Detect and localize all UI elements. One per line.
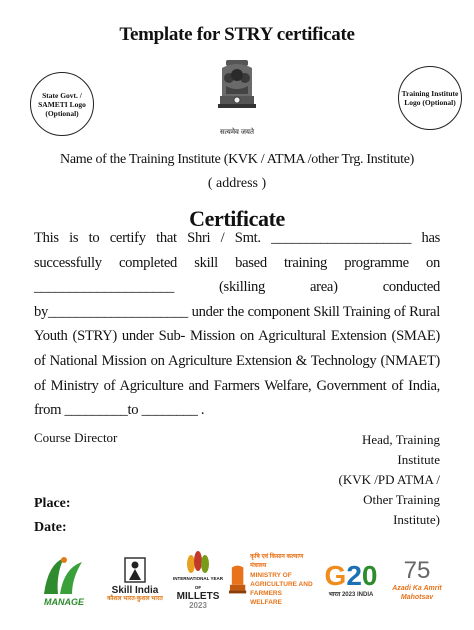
head-signature-line2: (KVK /PD ATMA / [338,472,440,487]
ministry-emblem-icon [228,563,247,597]
millets-year: 2023 [189,601,207,610]
institute-logo-placeholder [398,66,462,130]
skill-india-logo [104,545,166,615]
ministry-logo [228,545,318,615]
place-label: Place: [34,496,71,511]
institute-address: ( address ) [207,176,267,191]
institute-name: Name of the Training Institute (KVK / ATMA /other Trg. Institute) [60,152,414,167]
millets-grain-icon [183,550,213,574]
skill-india-figure-icon [123,556,147,586]
certificate-heading: Certificate [189,206,285,231]
head-signature-line3: Other Training Institute) [363,492,440,527]
head-signature-block [318,430,440,530]
g20-logo: G20 भारत 2023 INDIA [324,559,378,598]
manage-logo [34,545,94,615]
national-emblem-icon [212,58,262,124]
azadi-number: 75 [403,557,431,584]
millets-text: MILLETS [176,591,220,602]
skill-india-subtext: कौशल भारत-कुशल भारत [107,596,163,602]
azadi-logo [390,545,444,615]
state-logo-placeholder [30,72,94,136]
ministry-hindi-text: कृषि एवं किसान कल्याण मंत्रालय [250,554,304,569]
millets-logo [172,545,224,615]
template-title: Template for STRY certificate [119,24,355,45]
manage-leaf-icon [38,554,90,598]
emblem-caption: सत्यमेव जयते [220,128,254,136]
state-logo-text: State Govt. / SAMETI Logo (Optional) [38,90,86,118]
date-label: Date: [34,520,67,535]
azadi-text: Azadi Ka Amrit Mahotsav [392,585,442,601]
head-signature-line1: Head, Training Institute [362,432,440,467]
ministry-text: MINISTRY OF AGRICULTURE AND FARMERS WELFARE [250,572,313,606]
g20-subtext: भारत 2023 INDIA [328,591,374,598]
millets-top-text: INTERNATIONAL YEAR OF [172,576,223,590]
skill-india-text: Skill India [111,585,159,596]
course-director-signature: Course Director [34,430,118,445]
certificate-body: This is to certify that Shri / Smt. ____________________ has successfully completed skill based training programme on ____________________ (skilling area) conducted by____________________ under the component Skill Training of Rural Youth (STRY) under Sub- Mission on Agricultural Extension (SMAE) of National Mission on Agriculture Extension & Technology (NMAET) of Ministry of Agriculture and Farmers Welfare, Government of India, from _________to ________ . [34,230,440,419]
institute-logo-text: Training Institute Logo (Optional) [401,89,459,107]
manage-text: MANAGE [44,596,84,607]
